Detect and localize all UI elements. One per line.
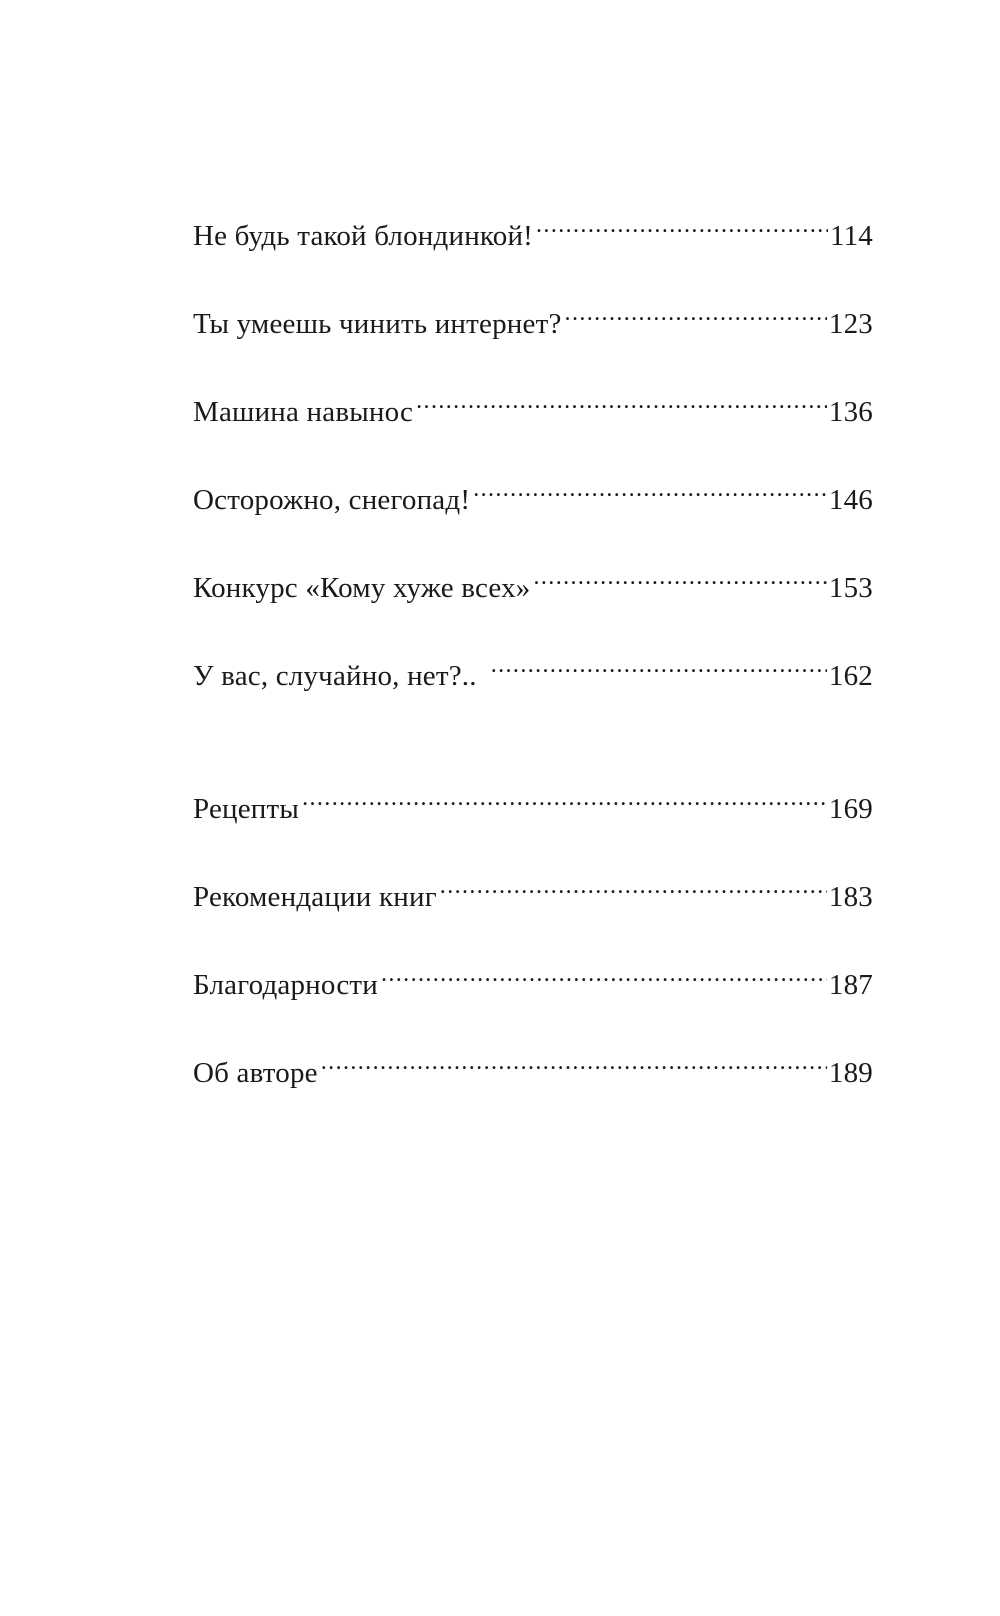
toc-entry-u-vas-sluchayno-net xyxy=(193,645,873,692)
dot-leader xyxy=(321,1042,827,1082)
toc-entry-ne-bud-takoy-blondinkoy xyxy=(193,205,873,252)
toc-entry-page-number: 169 xyxy=(828,793,873,825)
toc-entry-page-number: 153 xyxy=(828,572,873,604)
toc-entry-konkurs-komu-khuzhe-vsekh xyxy=(193,557,873,604)
toc-entry-title: Осторожно, снегопад! xyxy=(193,484,471,516)
toc-entry-page-number: 136 xyxy=(828,396,873,428)
toc-entry-title: Ты умеешь чинить интернет? xyxy=(193,308,562,340)
dot-leader xyxy=(381,954,827,994)
toc-entry-page-number: 187 xyxy=(828,969,873,1001)
toc-entry-ostorozhno-snegopad xyxy=(193,469,873,516)
dot-leader xyxy=(473,469,827,509)
dot-leader xyxy=(491,645,827,685)
toc-entry-page-number: 146 xyxy=(828,484,873,516)
toc-entry-mashina-navynos xyxy=(193,381,873,428)
toc-entry-title: Об авторе xyxy=(193,1057,318,1089)
dot-leader xyxy=(565,293,827,333)
toc-entry-page-number: 162 xyxy=(828,660,873,692)
dot-leader xyxy=(302,778,827,818)
toc-entry-title: Машина навынос xyxy=(193,396,414,428)
toc-entry-ob-avtore xyxy=(193,1042,873,1089)
dot-leader xyxy=(416,381,827,421)
toc-entry-page-number: 189 xyxy=(828,1057,873,1089)
dot-leader xyxy=(440,866,827,906)
toc-entry-title: Благодарности xyxy=(193,969,378,1001)
toc-entry-rekomendatsii-knig xyxy=(193,866,873,913)
toc-entry-title: Конкурс «Кому хуже всех» xyxy=(193,572,531,604)
toc-entry-title: У вас, случайно, нет?.. xyxy=(193,660,477,692)
toc-entry-blagodarnosti xyxy=(193,954,873,1001)
dot-leader xyxy=(534,557,827,597)
toc-entry-retsepty xyxy=(193,778,873,825)
toc-entry-title: Рекомендации книг xyxy=(193,881,437,913)
dot-leader xyxy=(536,205,828,245)
toc-entry-page-number: 114 xyxy=(829,220,873,252)
toc-entry-page-number: 123 xyxy=(828,308,873,340)
toc-entry-ty-umeesh-chinit-internet xyxy=(193,293,873,340)
toc-entry-page-number: 183 xyxy=(828,881,873,913)
toc-entry-title: Рецепты xyxy=(193,793,300,825)
toc-entry-title: Не будь такой блондинкой! xyxy=(193,220,534,252)
